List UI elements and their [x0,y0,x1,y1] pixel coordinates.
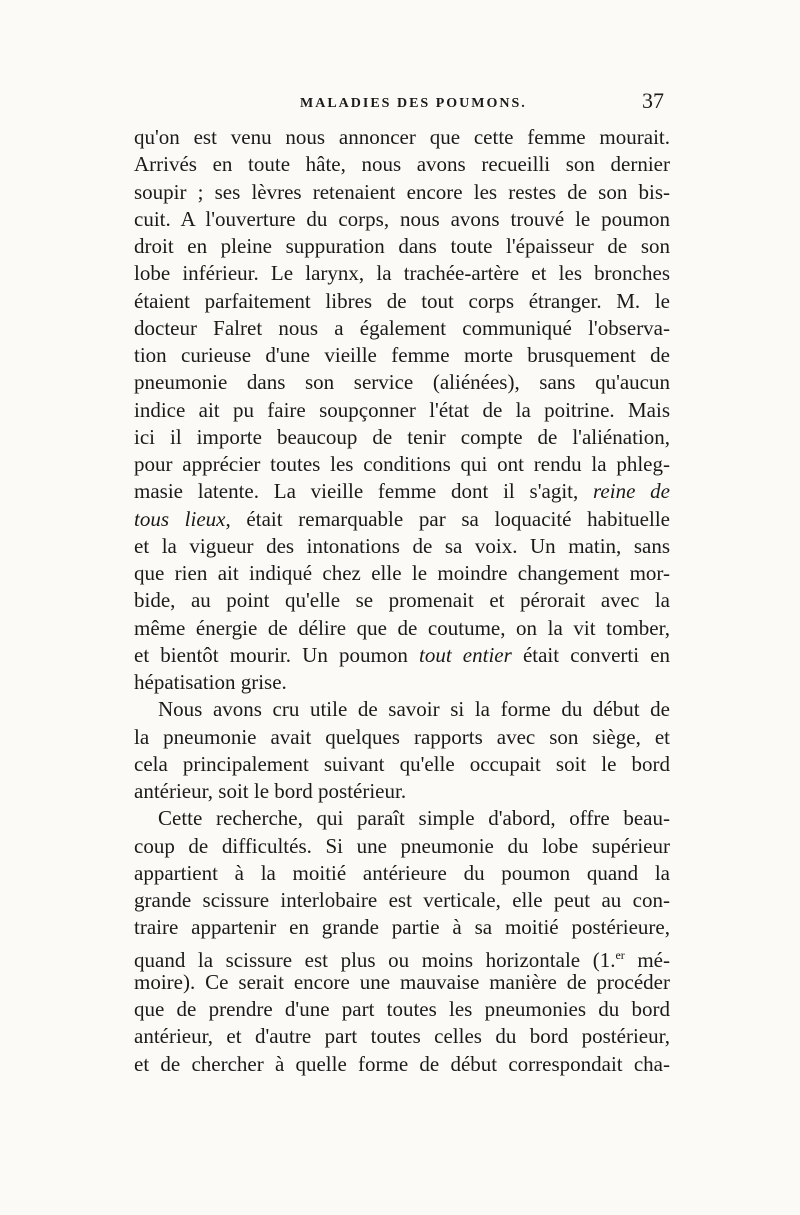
superscript: er [615,947,625,962]
text-fragment: était converti en [522,642,671,667]
italic-fragment: tout entier [418,642,512,667]
text-line: que de prendre d'une part toutes les pneumonies du bord [134,997,670,1021]
text-line: hépatisation grise. [134,670,287,694]
text-line: grande scissure interlobaire est verticale, elle peut au con- [134,888,670,912]
running-title: MALADIES DES POUMONS. [300,96,527,111]
text-fragment: quand la scissure est plus ou moins horizontale (1. [134,947,616,972]
text-line: traire appartenir en grande partie à sa moitié postérieure, [134,915,670,940]
page-number: 37 [642,88,664,113]
text-line [134,506,670,533]
text-line: cela principalement suivant qu'elle occupait soit le bord [134,751,670,776]
text-line: droit en pleine suppuration dans toute l'épaisseur de son [134,234,670,258]
text-line [134,942,670,972]
text-line: coup de difficultés. Si une pneumonie du lobe supérieur [134,833,670,858]
text-line: Nous avons cru utile de savoir si la forme du début de [158,697,670,722]
text-line: lobe inférieur. Le larynx, la trachée-artère et les bronches [134,261,670,286]
text-line: même énergie de délire que de coutume, on la vit tomber, [134,615,670,640]
text-line: docteur Falret nous a également communiqué l'observa- [134,315,670,340]
text-fragment: masie latente. La vieille femme dont il s'agit, [134,479,579,504]
text-line: appartient à la moitié antérieure du poumon quand la [134,860,670,885]
text-line: ici il importe beaucoup de tenir compte de l'aliénation, [134,424,670,449]
text-line: antérieur, soit le bord postérieur. [134,779,407,803]
text-line: pour apprécier toutes les conditions qui ont rendu la phleg- [134,452,670,476]
text-line: moire). Ce serait encore une mauvaise manière de procéder [134,969,670,994]
text-line: tion curieuse d'une vieille femme morte brusquement de [134,343,670,367]
text-fragment: et bientôt mourir. Un poumon [134,642,408,667]
text-line: Arrivés en toute hâte, nous avons recueilli son dernier [134,152,670,177]
text-line: que rien ait indiqué chez elle le moindre changement mor- [134,561,670,585]
text-line: cuit. A l'ouverture du corps, nous avons trouvé le poumon [134,206,670,231]
text-line: indice ait pu faire soupçonner l'état de la poitrine. Mais [134,397,670,422]
text-line: la pneumonie avait quelques rapports avec son siège, et [134,724,670,749]
text-line: et de chercher à quelle forme de début correspondait cha- [134,1051,670,1076]
text-line [134,642,670,669]
text-line: soupir ; ses lèvres retenaient encore les restes de son bis- [134,179,670,204]
text-line: qu'on est venu nous annoncer que cette femme mourait. [134,125,670,149]
italic-fragment: reine de [593,479,670,504]
text-line: Cette recherche, qui paraît simple d'abord, offre beau- [158,806,670,831]
body-text [134,124,670,1078]
text-line: étaient parfaitement libres de tout corps étranger. M. le [134,288,670,313]
text-line: antérieur, et d'autre part toutes celles du bord postérieur, [134,1024,670,1049]
text-line: et la vigueur des intonations de sa voix. Un matin, sans [134,533,670,558]
text-fragment: , était remarquable par sa loquacité habituelle [225,506,670,531]
text-line: pneumonie dans son service (aliénées), sans qu'aucun [134,370,670,395]
text-line: bide, au point qu'elle se promenait et pérorait avec la [134,588,670,613]
italic-fragment: tous lieux [134,506,226,531]
text-line [134,478,670,505]
text-fragment: mé- [637,947,670,972]
